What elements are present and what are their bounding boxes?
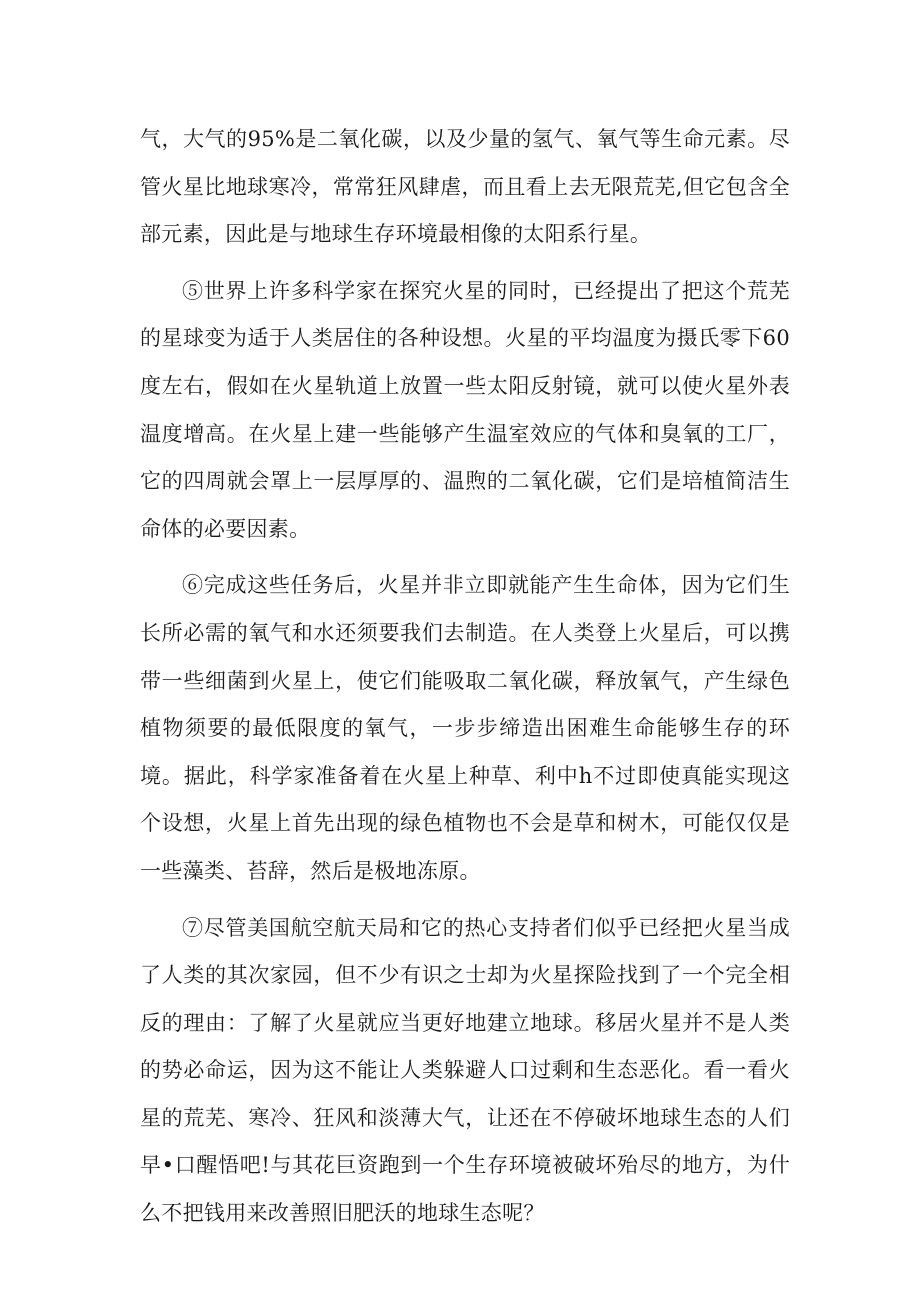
- document-body: [140, 116, 790, 1247]
- paragraph-7: ⑦尽管美国航空航天局和它的热心支持者们似乎已经把火星当成了人类的其次家园，但不少有识之士却为火星探险找到了一个完全相反的理由：了解了火星就应当更好地建立地球。移居火星并不是人类的势必命运，因为这不能让人类躲避人口过剩和生态恶化。看一看火星的荒芜、寒冷、狂风和淡薄大气，让还在不停破坏地球生态的人们早•口醒悟吧!与其花巨资跑到一个生存环境被破坏殆尽的地方，为什么不把钱用来改善照旧肥沃的地球生态呢？: [140, 915, 790, 1226]
- paragraph-continued: 气，大气的95%是二氧化碳，以及少量的氢气、氧气等生命元素。尽管火星比地球寒冷，常常狂风肆虐，而且看上去无限荒芜,但它包含全部元素，因此是与地球生存环境最相像的太阳系行星。: [140, 127, 790, 247]
- paragraph-5: ⑤世界上许多科学家在探究火星的同时，已经提出了把这个荒芜的星球变为适于人类居住的各种设想。火星的平均温度为摄氏零下60度左右，假如在火星轨道上放置一些太阳反射镜，就可以使火星外表温度增高。在火星上建一些能够产生温室效应的气体和臭氧的工厂，它的四周就会罩上一层厚厚的、温煦的二氧化碳，它们是培植简洁生命体的必要因素。: [140, 278, 790, 541]
- paragraph-6: ⑥完成这些任务后，火星并非立即就能产生生命体，因为它们生长所必需的氧气和水还须要我们去制造。在人类登上火星后，可以携带一些细菌到火星上，使它们能吸取二氧化碳，释放氧气，产生绿色植物须要的最低限度的氧气，一步步缔造出困难生命能够生存的环境。据此，科学家准备着在火星上种草、利中h不过即使真能实现这个设想，火星上首先出现的绿色植物也不会是草和树木，可能仅仅是一些藻类、苔辞，然后是极地冻原。: [140, 573, 790, 883]
